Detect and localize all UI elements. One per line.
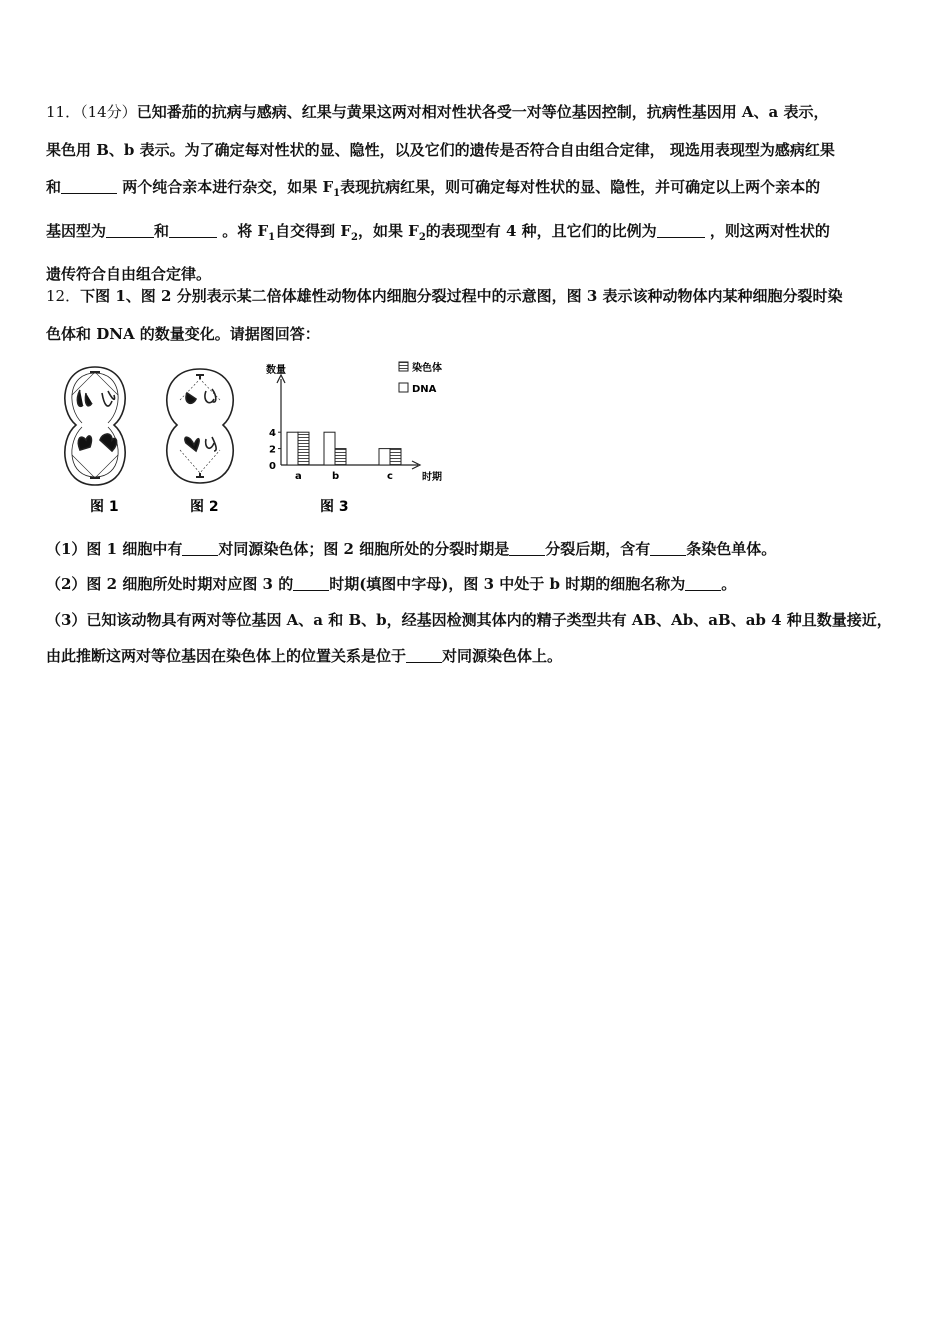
x-tick-label: b [332,471,340,482]
legend-label-chromosome: 染色体 [412,363,442,374]
q11-text: 的表现型有 4 种，且它们的比例为 [425,221,657,240]
sub-question-1 [46,531,926,567]
subscript: 1 [268,231,276,243]
x-tick-label: c [387,471,393,482]
q11-text: 果色用 B、b 表示。为了确定每对性状的显、隐性，以及它们的遗传是否符合自由组合定律， 现选用表现型为感病红果 [46,140,835,159]
x-ticks [295,471,393,482]
question-12 [46,278,908,353]
answer-blank[interactable] [182,541,218,556]
bar-chromosome-b [335,449,346,465]
legend-swatch-chromosome [399,362,408,371]
question-number: 12． [46,287,81,305]
answer-blank[interactable] [509,541,545,556]
sub-question-text: （1）图 1 细胞中有 [46,540,183,558]
sub-question-text: 分裂后期，含有 [545,540,651,558]
q11-text: 和 [46,178,62,196]
q11-text: 表现抗病红果，则可确定每对性状的显、隐性，并可确定以上两个亲本的 [340,178,821,196]
q11-text: ，则这两对性状的 [709,221,830,240]
q11-text: 基因型为 [46,221,107,240]
figure-3-label: 图 3 [320,499,349,515]
sub-question-text: 条染色单体。 [686,540,777,558]
sub-question-text: （3）已知该动物具有两对等位基因 A、a 和 B、b，经基因检测其体内的精子类型共有 AB、Ab、aB、ab 4 种且数量接近， [46,611,892,629]
answer-blank[interactable] [169,223,217,238]
y-tick-label: 0 [269,461,276,472]
sub-question-text: 对同源染色体；图 2 细胞所处的分裂时期是 [218,540,510,558]
bar-dna-a [287,432,298,465]
sub-question-text: 时期(填图中字母)，图 3 中处于 b 时期的细胞名称为 [329,575,686,593]
legend-label-dna: DNA [412,384,437,395]
figure-2-cell [167,369,233,483]
q11-text: 。将 F [222,221,269,240]
q11-text: 两个纯合亲本进行杂交，如果 F [122,178,334,196]
figure-1-label: 图 1 [90,499,119,515]
y-ticks [269,428,281,472]
answer-blank[interactable] [406,648,442,663]
y-axis-label: 数量 [266,365,286,376]
legend-swatch-dna [399,383,408,392]
x-tick-label: a [295,471,302,482]
sub-question-3 [46,602,926,674]
q12-text: 下图 1、图 2 分别表示某二倍体雄性动物体内细胞分裂过程中的示意图，图 3 表示该种动物体内某种细胞分裂时染 [80,287,843,305]
figure-1-cell [65,367,125,485]
q12-text: 色体和 DNA 的数量变化。请据图回答： [46,324,320,343]
answer-blank[interactable] [293,576,329,591]
bar-dna-b [324,432,335,465]
answer-blank[interactable] [650,541,686,556]
subscript: 2 [350,231,358,243]
q11-text: 自交得到 F [275,221,351,240]
question-11 [46,94,908,294]
y-tick-label: 2 [269,444,276,456]
q11-text: 和 [154,221,170,240]
subscript: 2 [418,231,426,243]
bars [287,432,401,465]
sub-question-text: 。 [721,575,737,593]
q11-text: ，如果 F [357,221,419,240]
bar-chromosome-c [390,449,401,465]
y-tick-label: 4 [269,428,276,440]
q11-text: 已知番茄的抗病与感病、红果与黄果这两对相对性状各受一对等位基因控制，抗病性基因用 A、a 表示， [136,103,829,121]
answer-blank[interactable] [61,179,117,194]
q11-text: 遗传符合自由组合定律。 [46,265,212,283]
bar-chromosome-a [298,432,309,465]
question-number: 11．（14分） [46,103,137,121]
figure-2-label: 图 2 [190,499,219,515]
sub-question-text: 由此推断这两对等位基因在染色体上的位置关系是位于 [46,647,407,665]
sub-question-text: 对同源染色体上。 [442,647,563,665]
legend [399,361,442,395]
subscript: 1 [333,188,341,199]
figure-3-chart [266,361,442,483]
answer-blank[interactable] [657,223,705,238]
sub-question-text: （2）图 2 细胞所处时期对应图 3 的 [46,575,294,593]
answer-blank[interactable] [685,576,721,591]
answer-blank[interactable] [106,223,154,238]
figures-group [50,355,470,525]
bar-dna-c [379,449,390,465]
x-axis-label: 时期 [422,472,442,483]
sub-question-2 [46,566,926,602]
